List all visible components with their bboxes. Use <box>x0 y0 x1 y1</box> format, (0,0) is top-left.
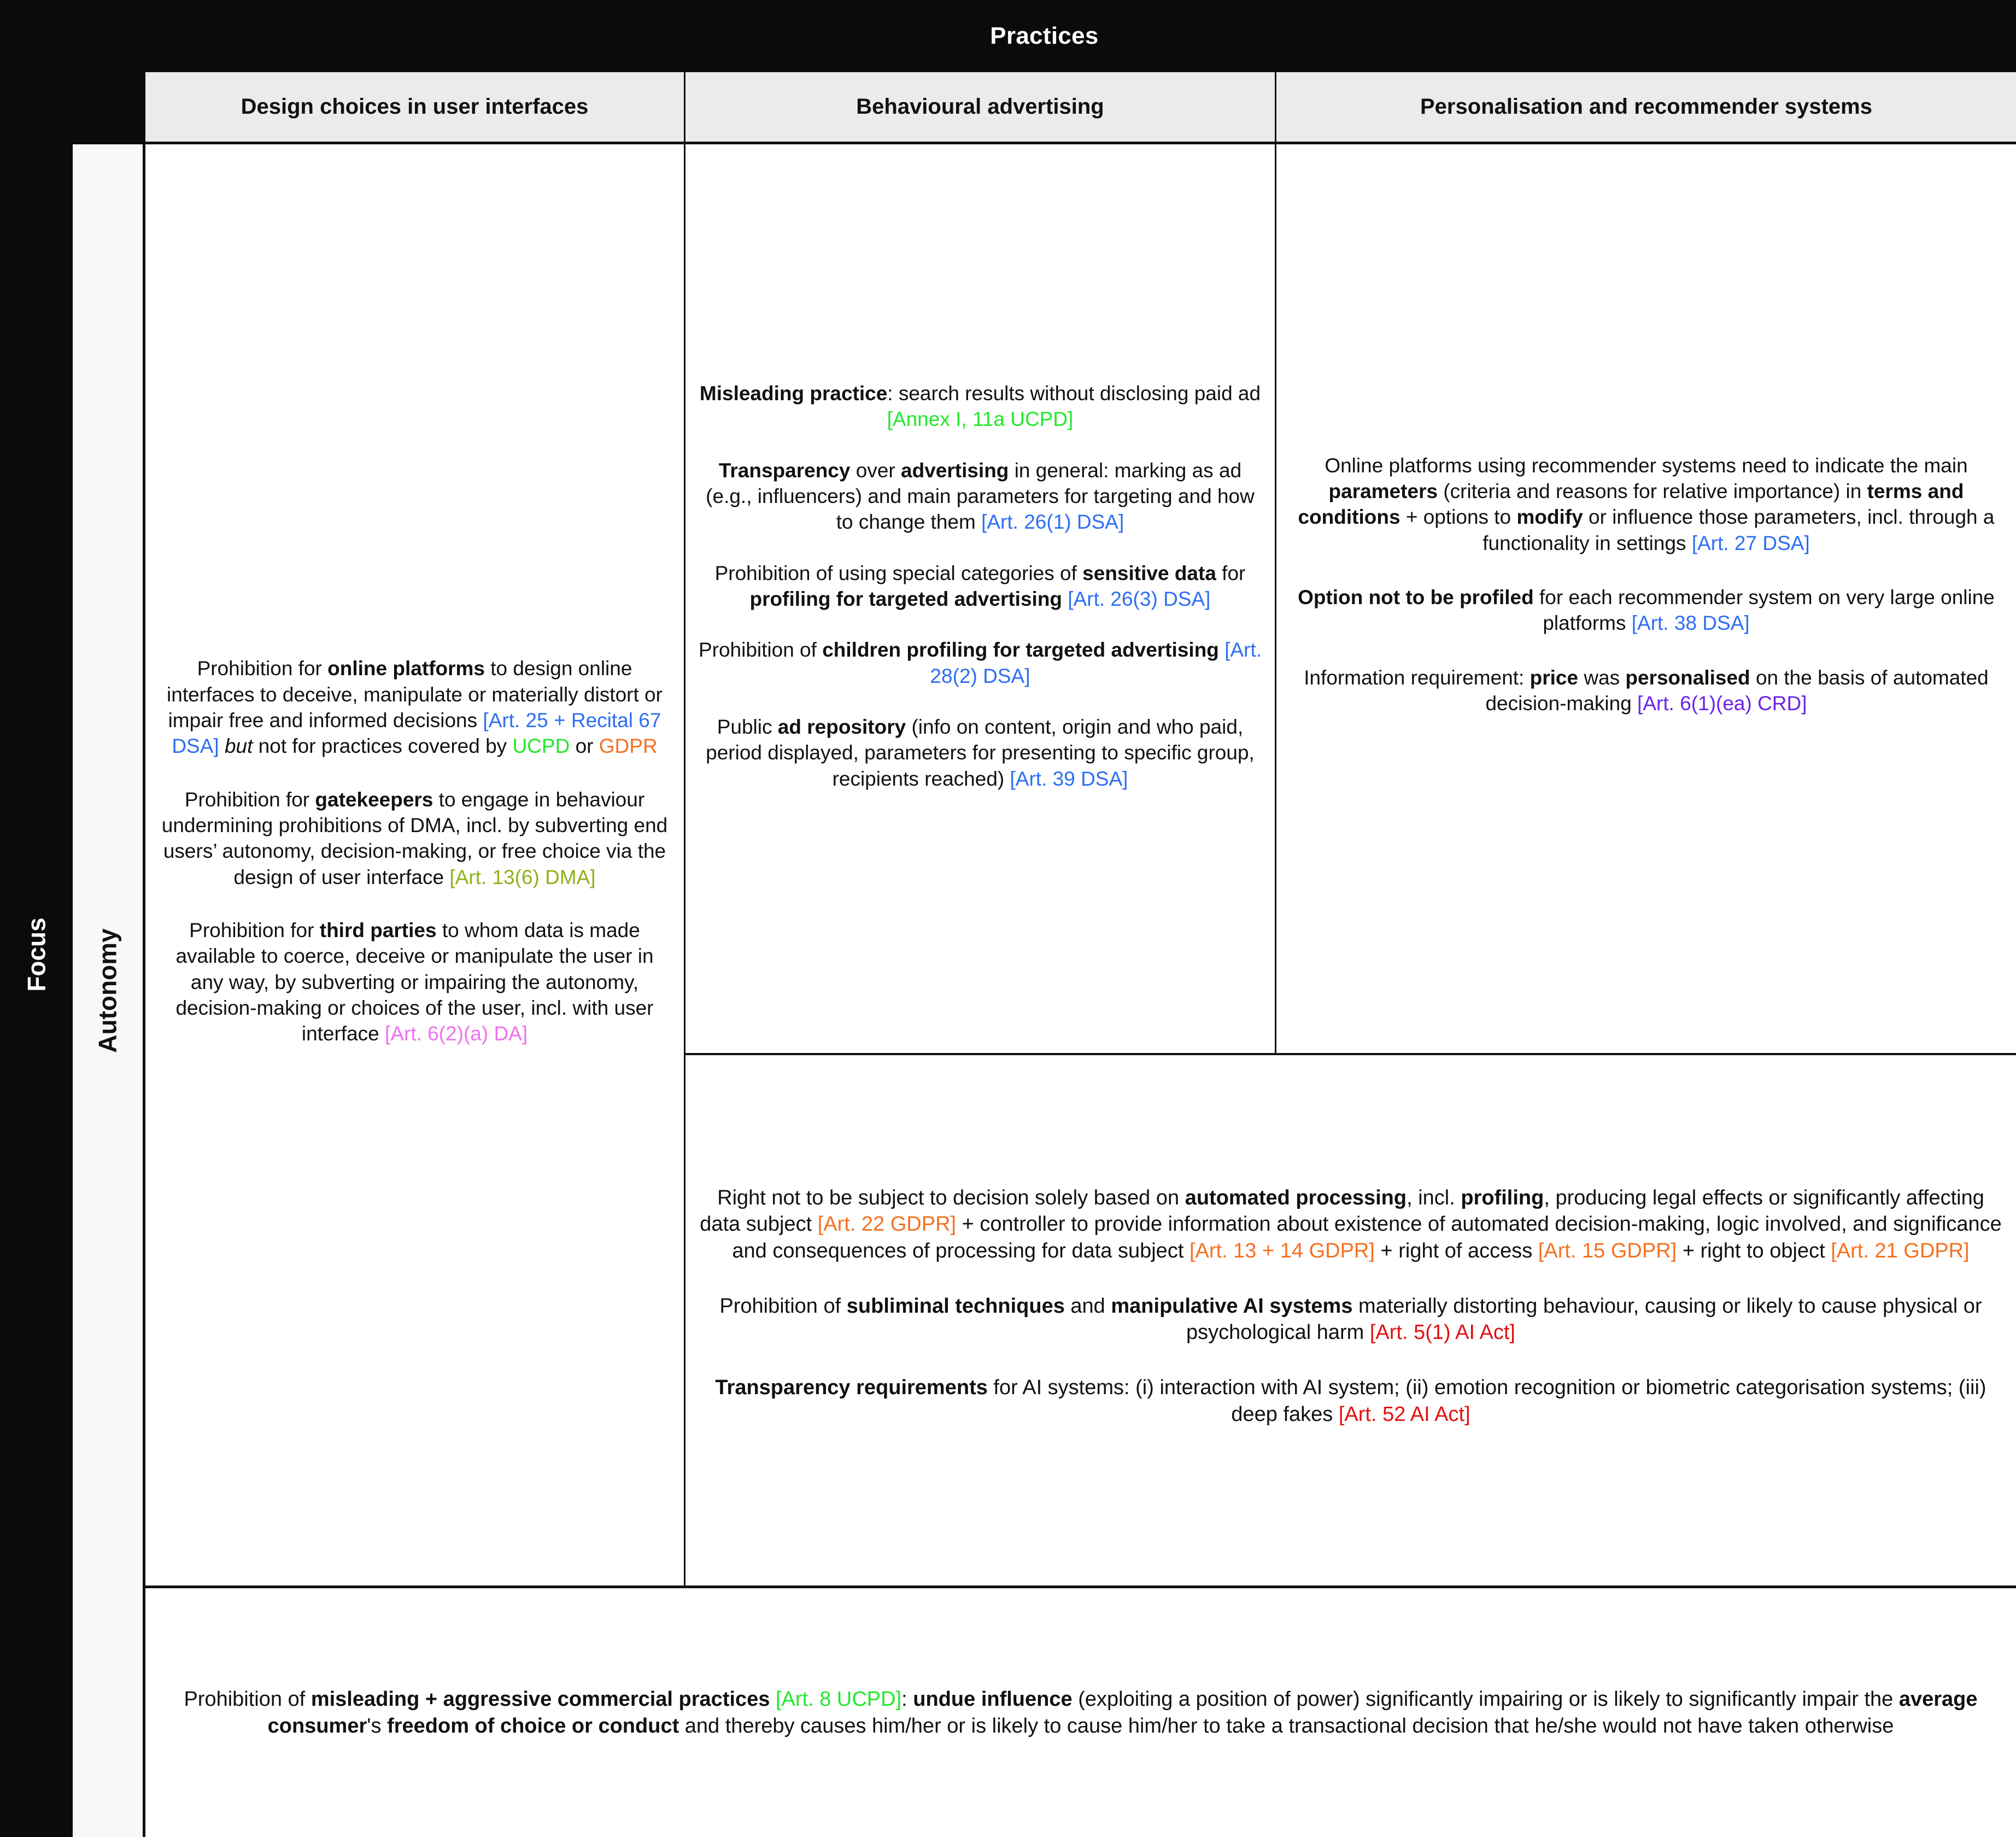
emphasis: automated processing <box>1185 1186 1407 1209</box>
legal-ref-ucpd: [Annex I, 11a UCPD] <box>887 408 1074 431</box>
column-header-label: Behavioural advertising <box>856 95 1104 119</box>
provision-children-profiling <box>698 637 1263 689</box>
italic-text: but <box>219 735 253 758</box>
text: (info on content, origin and who paid, period displayed, parameters for presenting to specific group, recipients reached) <box>706 716 1255 790</box>
provision-gatekeepers <box>157 787 672 890</box>
emphasis: sensitive data <box>1082 561 1216 584</box>
legal-ref-gdpr: GDPR <box>599 735 658 758</box>
text: , producing legal effects or significantly affecting data subject <box>700 1186 1984 1236</box>
text: for each recommender system on very large online platforms <box>1533 586 1995 635</box>
legal-ref-dma: [Art. 13(6) DMA] <box>449 865 596 888</box>
legal-ref-ai-act: [Art. 52 AI Act] <box>1338 1402 1470 1426</box>
cell-design-choices <box>145 144 685 1588</box>
text <box>770 1688 776 1711</box>
provision-subliminal-techniques <box>698 1293 2004 1346</box>
text: Prohibition for <box>189 919 320 942</box>
legal-ref-dsa: [Art. 26(3) DSA] <box>1068 588 1211 610</box>
text: + controller to provide information about existence of automated decision-making, logic involved, and significance and consequences of processing for data subject <box>732 1213 2002 1263</box>
focus-label: Focus <box>22 917 51 992</box>
provision-ad-repository <box>698 714 1263 792</box>
text: , incl. <box>1406 1186 1461 1209</box>
text: was <box>1578 666 1626 689</box>
legal-ref-gdpr: [Art. 15 GDPR] <box>1538 1239 1677 1263</box>
text: Public <box>717 716 778 739</box>
text: or influence those parameters, incl. through a functionality in settings <box>1482 506 1995 554</box>
emphasis: profiling <box>1461 1186 1544 1209</box>
emphasis: Misleading practice <box>699 382 888 405</box>
emphasis: undue influence <box>913 1687 1073 1711</box>
legal-ref-ai-act: [Art. 5(1) AI Act] <box>1369 1321 1515 1344</box>
text: not for practices covered by <box>253 735 513 758</box>
text: Prohibition of using special categories of <box>714 561 1083 584</box>
text: on the basis of automated decision-making <box>1485 666 1989 715</box>
legal-ref-gdpr: [Art. 22 GDPR] <box>817 1213 957 1236</box>
provision-personalised-price <box>1288 665 2004 717</box>
text: (criteria and reasons for relative importance) in <box>1438 479 1867 502</box>
legal-ref-ucpd: [Art. 8 UCPD] <box>776 1687 902 1711</box>
column-header-label: Personalisation and recommender systems <box>1420 95 1872 119</box>
text: : <box>901 1687 913 1711</box>
text: for AI systems: (i) interaction with AI system; (ii) emotion recognition or biometric categorisation systems; (iii) deep fakes <box>987 1376 1986 1426</box>
emphasis: terms and conditions <box>1298 479 1964 529</box>
emphasis: average consumer <box>267 1687 1978 1737</box>
text: Prohibition of <box>719 1294 847 1318</box>
emphasis: advertising <box>901 459 1009 482</box>
text: and thereby causes him/her or is likely to cause him/her to take a transactional decision that he/she would not have taken otherwise <box>679 1714 1894 1737</box>
legal-ref-crd: [Art. 6(1)(ea) CRD] <box>1637 692 1807 715</box>
provision-aggressive-practices <box>157 1686 2004 1739</box>
emphasis: Option not to be profiled <box>1298 586 1534 609</box>
provision-sensitive-data <box>698 560 1263 612</box>
text: in general: marking as ad (e.g., influencers) and main parameters for targeting and how to change them <box>706 459 1255 534</box>
emphasis: profiling for targeted advertising <box>749 588 1063 610</box>
emphasis: personalised <box>1625 666 1750 689</box>
text: or <box>570 735 599 758</box>
provision-online-platforms <box>157 656 672 759</box>
practices-label: Practices <box>990 22 1099 49</box>
column-header-behavioural-advertising <box>685 72 1276 144</box>
emphasis: Transparency requirements <box>715 1376 988 1399</box>
column-header-label: Design choices in user interfaces <box>241 95 589 119</box>
text: + right to object <box>1677 1239 1831 1263</box>
text: Online platforms using recommender systems need to indicate the main <box>1325 454 1968 477</box>
legal-ref-dsa: [Art. 27 DSA] <box>1691 531 1810 554</box>
legal-ref-gdpr: [Art. 13 + 14 GDPR] <box>1189 1239 1375 1263</box>
text: Information requirement: <box>1304 666 1530 689</box>
emphasis: parameters <box>1328 479 1438 502</box>
emphasis: Transparency <box>718 459 851 482</box>
emphasis: subliminal techniques <box>846 1294 1065 1318</box>
legal-ref-dsa: [Art. 38 DSA] <box>1631 612 1750 635</box>
text: : search results without disclosing paid ad <box>887 382 1261 405</box>
emphasis: modify <box>1516 506 1583 529</box>
text: and <box>1064 1294 1111 1318</box>
provision-ai-transparency <box>698 1374 2004 1428</box>
emphasis: children profiling for targeted advertising <box>822 639 1219 662</box>
emphasis: price <box>1529 666 1579 689</box>
text: 's <box>367 1714 388 1737</box>
legal-ref-gdpr: [Art. 21 GDPR] <box>1831 1239 1970 1263</box>
emphasis: online platforms <box>327 657 485 680</box>
focus-axis-label <box>0 72 73 1837</box>
emphasis: misleading + aggressive commercial practices <box>310 1687 770 1711</box>
text <box>1062 588 1068 610</box>
provision-third-parties <box>157 917 672 1047</box>
legal-ref-ucpd: UCPD <box>512 735 570 758</box>
legal-ref-dsa: [Art. 26(1) DSA] <box>981 511 1124 534</box>
emphasis: third parties <box>319 919 437 942</box>
legal-ref-dsa: [Art. 39 DSA] <box>1010 767 1128 790</box>
column-header-personalisation <box>1276 72 2016 144</box>
text: Prohibition for <box>197 657 328 680</box>
text <box>1219 639 1224 661</box>
text: (exploiting a position of power) significantly impairing or is likely to significantly impair the <box>1072 1687 1899 1711</box>
practices-band <box>73 0 2016 72</box>
cell-gdpr-ai-act-merged <box>685 1055 2016 1588</box>
text: for <box>1216 561 1246 584</box>
text: to engage in behaviour undermining prohibitions of DMA, incl. by subverting end users’ autonomy, decision-making, or free choice via the design of user interface <box>161 788 668 888</box>
emphasis: gatekeepers <box>315 788 433 811</box>
text: to design online interfaces to deceive, manipulate or materially distort or impair free and informed decisions <box>167 657 663 732</box>
emphasis: ad repository <box>777 716 906 739</box>
text: Right not to be subject to decision solely based on <box>717 1186 1185 1209</box>
text: to whom data is made available to coerce, deceive or manipulate the user in any way, by subverting or impairing the autonomy, decision-making or choices of the user, incl. with user interface <box>175 919 654 1045</box>
cell-personalisation <box>1276 144 2016 1055</box>
text: Prohibition of <box>184 1687 311 1711</box>
legal-ref-dsa: [Art. 25 + Recital 67 DSA] <box>172 709 661 758</box>
provision-ad-transparency <box>698 458 1263 535</box>
provision-automated-decision <box>698 1185 2004 1265</box>
autonomy-label: Autonomy <box>93 928 122 1053</box>
text: over <box>850 459 901 482</box>
cell-ucpd-bottom <box>145 1588 2016 1837</box>
emphasis: freedom of choice or conduct <box>387 1714 679 1737</box>
row-group-autonomy <box>73 144 145 1837</box>
cell-behavioural-advertising <box>685 144 1276 1055</box>
legal-ref-da: [Art. 6(2)(a) DA] <box>385 1022 528 1045</box>
text: materially distorting behaviour, causing or likely to cause physical or psychological harm <box>1186 1294 1982 1344</box>
provision-option-not-profiled <box>1288 584 2004 636</box>
text: Prohibition for <box>184 788 315 811</box>
provision-misleading-practice <box>698 381 1263 432</box>
text: + options to <box>1400 506 1517 529</box>
legal-ref-dsa: [Art. 28(2) DSA] <box>930 639 1262 687</box>
provision-recommender-parameters <box>1288 453 2004 556</box>
text: + right of access <box>1374 1239 1538 1263</box>
emphasis: manipulative AI systems <box>1111 1294 1353 1318</box>
column-header-design-choices <box>145 72 685 144</box>
text: Prohibition of <box>698 639 823 662</box>
